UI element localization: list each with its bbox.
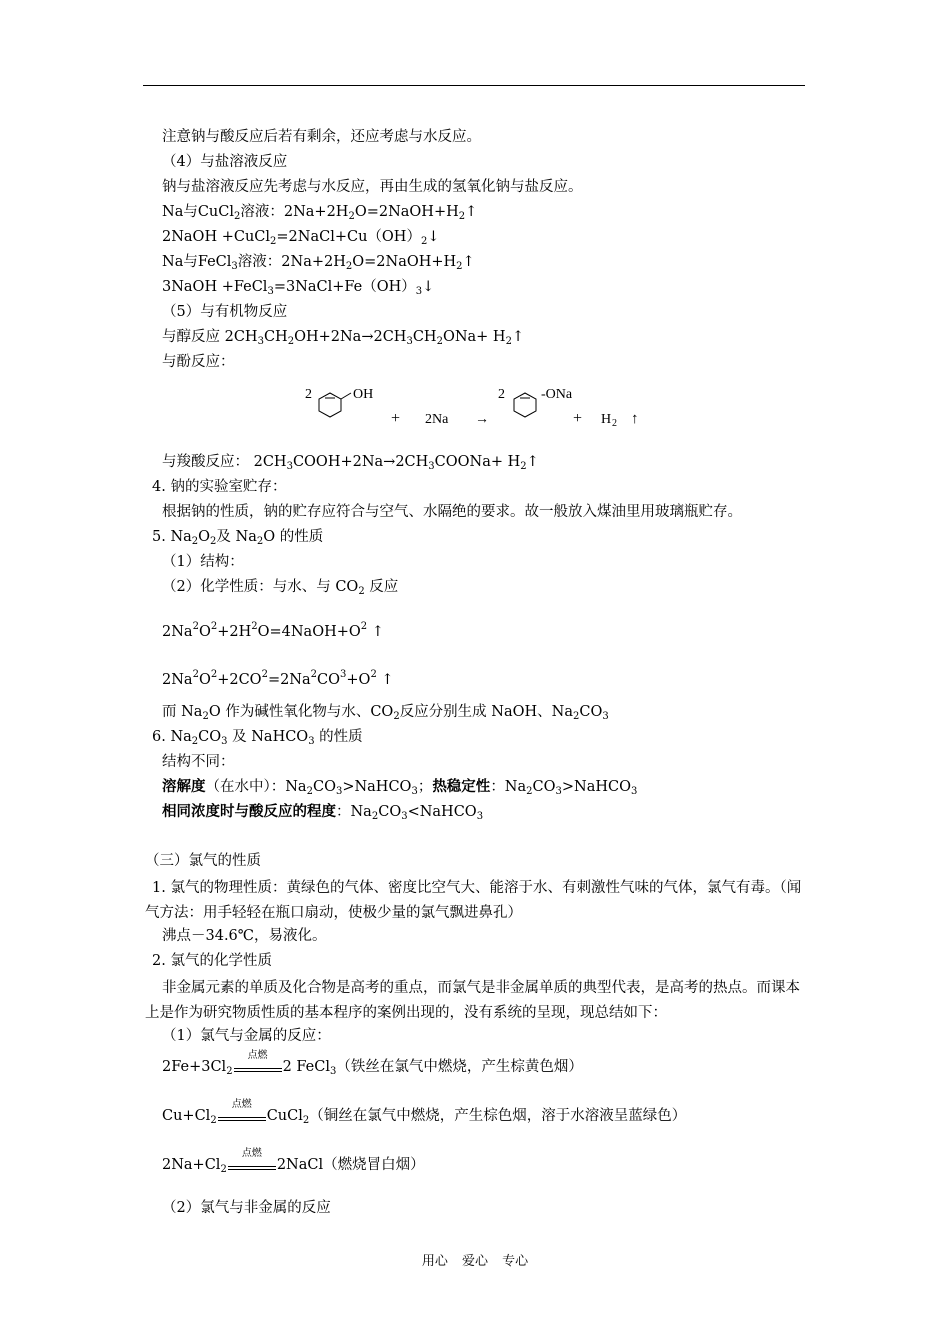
chapter-heading: （三）氯气的性质 [145, 853, 261, 869]
text-line: 而 $Na_2O$ 作为碱性氧化物与水、$CO_2$反应分别生成 NaOH、$Na_2CO_3$ [162, 704, 609, 722]
equation-acid: 与羧酸反应： $2CH_3COOH+2Na\to 2CH_3COONa+$ $H_2↑$ [162, 454, 539, 472]
subheading: （1）结构： [162, 554, 244, 570]
phenol-reaction-figure [295, 378, 655, 438]
equation-na2o2-water: $2Na^2O^2+2H^2O=4NaOH+O^2$ ↑ [162, 621, 384, 640]
equation-naoh-fecl3: 3NaOH $+FeCl_3=3NaCl+Fe(OH)_3↓$ [162, 279, 435, 297]
ignition-condition: 点燃 [228, 1157, 276, 1171]
ignition-condition: 点燃 [218, 1108, 266, 1122]
svg-text:2: 2 [612, 418, 617, 429]
equation-alcohol: 与醇反应 $2CH_3CH_2OH+2Na\to 2CH_3CH_2ONa+$ $H_2↑$ [162, 329, 525, 347]
text-line: 结构不同： [162, 754, 235, 770]
benzene-ring-shape [319, 393, 341, 417]
section-heading: 5. $Na_2O_2$及 $Na_2O$ 的性质 [152, 529, 324, 547]
ignition-condition: 点燃 [234, 1059, 282, 1073]
text-line: 与酚反应： [162, 354, 235, 370]
reaction-cu-cl2: $Cu+Cl_2$ 点燃 CuCl$_2$（铜丝在氯气中燃烧，产生棕色烟，溶于水溶液呈蓝绿色） [162, 1099, 687, 1126]
equation-na-cucl2: Na与CuCl$_2$溶液：$2Na+2H_2O=2NaOH+H_2↑$ [162, 204, 478, 222]
equation-na-fecl3: Na与FeCl$_3$溶液：$2Na+2H_2O=2NaOH+H_2↑$ [162, 254, 475, 272]
page-footer: 用心 爱心 专心 [421, 1254, 529, 1269]
header-rule [143, 85, 805, 86]
text-line: 相同浓度时与酸反应的程度：$Na_2CO_3<NaHCO_3$ [162, 803, 484, 822]
equation-naoh-cucl2: 2NaOH $+CuCl_2=2NaCl+Cu(OH)_2↓$ [162, 229, 440, 247]
equation-na2o2-co2: $2Na^2O^2+2CO^2=2Na^2CO^3+O^2$ ↑ [162, 669, 394, 688]
plus-sign: + [573, 410, 583, 427]
text-line: 沸点－34.6℃，易液化。 [162, 928, 327, 944]
reaction-fe-cl2: $2Fe+3Cl_2$ 点燃 2 FeCl$_3$（铁丝在氯气中燃烧，产生棕黄色烟） [162, 1050, 583, 1077]
plus-sign: + [391, 410, 401, 427]
hydrogen-product: H [601, 412, 612, 427]
phenoxide-coefficient: 2 [498, 387, 505, 402]
subheading: （5）与有机物反应 [162, 304, 288, 320]
text-line: 注意钠与酸反应后若有剩余，还应考虑与水反应。 [162, 129, 481, 145]
phenoxide-group: -ONa [541, 387, 573, 402]
sodium-reactant: 2Na [425, 412, 449, 427]
reaction-na-cl2: $2Na+Cl_2$ 点燃 2NaCl（燃烧冒白烟） [162, 1148, 425, 1175]
paragraph: 非金属元素的单质及化合物是高考的重点，而氯气是非金属单质的典型代表，是高考的热点。而课本上是作为研究物质性质的基本程序的案例出现的，没有系统的呈现，现总结如下： [145, 980, 800, 1021]
section-heading: 6. $Na_2CO_3$ 及 NaHCO$_3$ 的性质 [152, 729, 363, 747]
text-line: 根据钠的性质，钠的贮存应符合与空气、水隔绝的要求。故一般放入煤油里用玻璃瓶贮存。 [162, 504, 742, 520]
gas-arrow: ↑ [631, 411, 639, 427]
text-line: 钠与盐溶液反应先考虑与水反应，再由生成的氢氧化钠与盐反应。 [162, 179, 583, 195]
benzene-ring-shape [514, 393, 536, 417]
section-heading: 4. 钠的实验室贮存： [152, 479, 287, 495]
subheading: （1）氯气与金属的反应： [162, 1028, 331, 1044]
text-line: 溶解度（在水中）：$Na_2CO_3>NaHCO_3$；热稳定性：$Na_2CO_3>NaHCO_3$ [162, 778, 638, 797]
subheading: （4）与盐溶液反应 [162, 154, 288, 170]
phenol-coefficient: 2 [305, 387, 312, 402]
subheading: （2）氯气与非金属的反应 [162, 1200, 331, 1216]
section-heading: 2. 氯气的化学性质 [152, 953, 272, 969]
reaction-arrow: → [475, 412, 489, 427]
hydroxyl-group: OH [353, 387, 374, 402]
subheading: （2）化学性质：与水、与 $CO_2$ 反应 [162, 579, 399, 597]
paragraph: 1. 氯气的物理性质：黄绿色的气体、密度比空气大、能溶于水、有刺激性气味的气体，氯气有毒。（闻气方法：用手轻轻在瓶口扇动，使极少量的氯气飘进鼻孔） [145, 880, 802, 921]
